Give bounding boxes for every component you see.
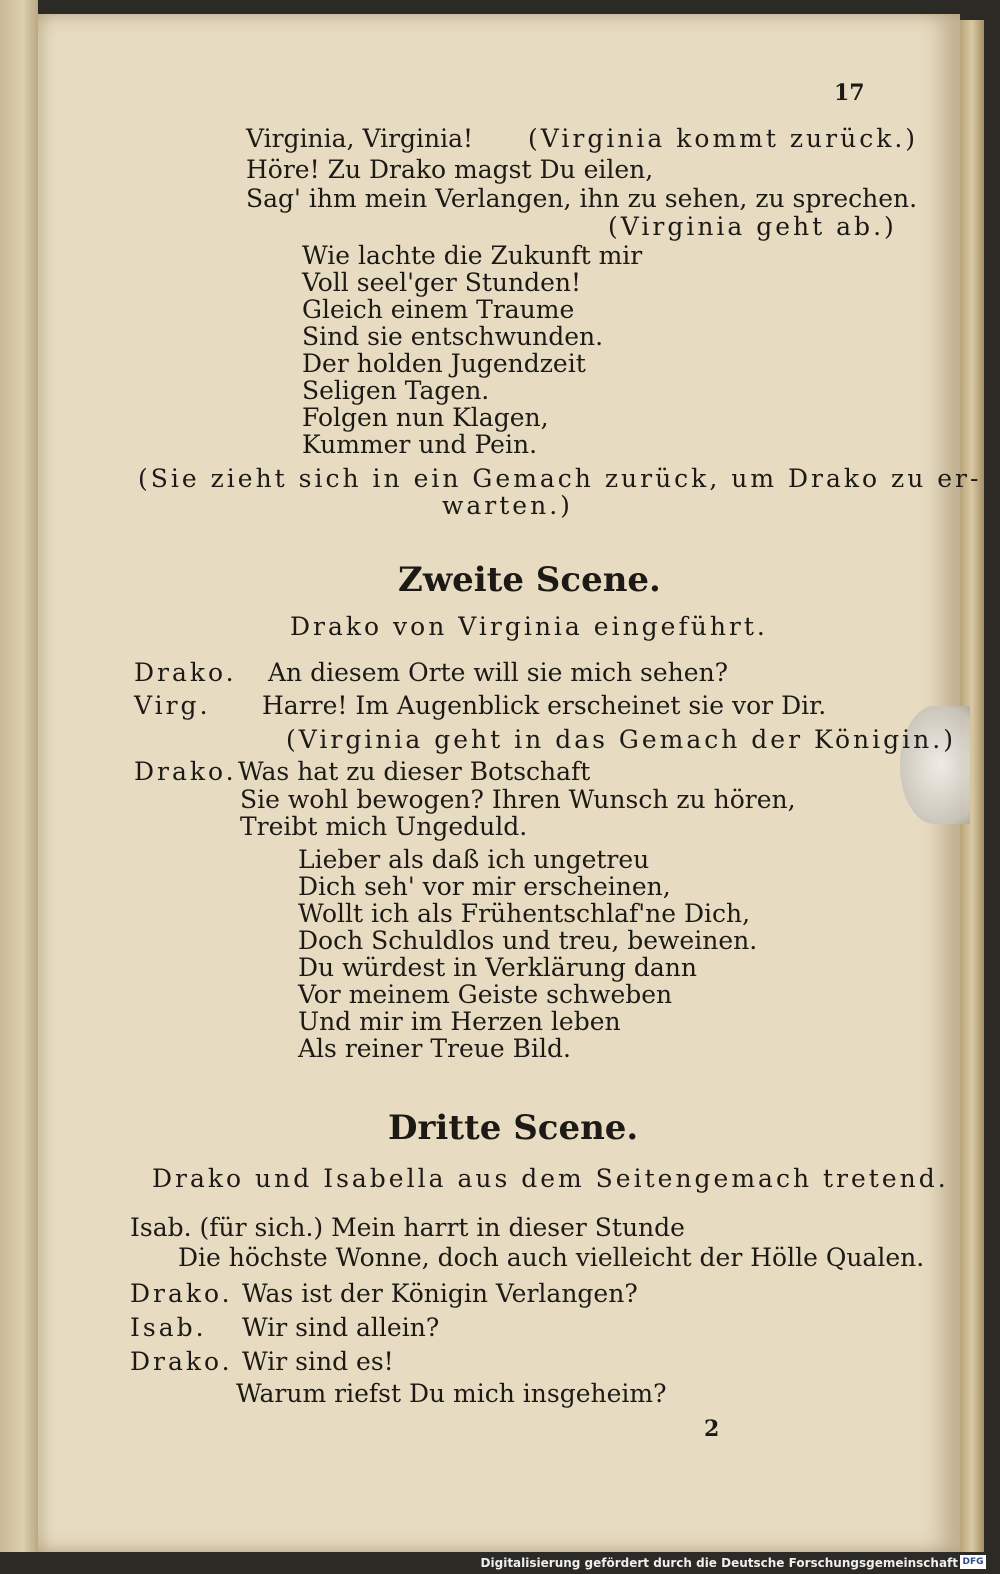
- text-line: Wir sind allein?: [242, 1313, 440, 1342]
- text-line: Sag' ihm mein Verlangen, ihn zu sehen, zu sprechen.: [246, 184, 918, 213]
- text-line: Als reiner Treue Bild.: [298, 1034, 571, 1063]
- text-line: Doch Schuldlos und treu, beweinen.: [298, 926, 758, 955]
- text-line: Die höchste Wonne, doch auch vielleicht der Hölle Qualen.: [178, 1243, 925, 1272]
- text-line: Treibt mich Ungeduld.: [240, 812, 528, 841]
- text-line: Drako.: [130, 1279, 233, 1308]
- text-line: Wollt ich als Frühentschlaf'ne Dich,: [298, 899, 751, 928]
- text-line: Dich seh' vor mir erscheinen,: [298, 872, 671, 901]
- text-line: Virginia, Virginia!: [246, 124, 474, 153]
- text-line: Was ist der Königin Verlangen?: [242, 1279, 638, 1308]
- text-line: (Sie zieht sich in ein Gemach zurück, um Drako zu er-: [138, 464, 982, 493]
- text-line: Harre! Im Augenblick erscheinet sie vor Dir.: [262, 691, 827, 720]
- text-line: Und mir im Herzen leben: [298, 1007, 621, 1036]
- text-line: Kummer und Pein.: [302, 430, 538, 459]
- text-line: Sind sie entschwunden.: [302, 322, 604, 351]
- text-line: Voll seel'ger Stunden!: [302, 268, 582, 297]
- text-line: warten.): [442, 491, 573, 520]
- text-line: Isab.: [130, 1313, 207, 1342]
- signature-number: 2: [704, 1416, 720, 1442]
- text-line: Drako von Virginia eingeführt.: [290, 612, 768, 641]
- text-line: Vor meinem Geiste schweben: [298, 980, 673, 1009]
- text-line: Drako.: [130, 1347, 233, 1376]
- page-number: 17: [834, 80, 865, 106]
- scene-heading: Dritte Scene.: [388, 1108, 639, 1148]
- footer-credit: Digitalisierung gefördert durch die Deutsche Forschungsgemeinschaft: [480, 1556, 958, 1570]
- text-line: Du würdest in Verklärung dann: [298, 953, 697, 982]
- text-line: Isab. (für sich.) Mein harrt in dieser Stunde: [130, 1213, 685, 1242]
- page-clip: [900, 706, 970, 824]
- text-line: (Virginia geht ab.): [608, 212, 897, 241]
- text-line: Drako und Isabella aus dem Seitengemach tretend.: [152, 1164, 949, 1193]
- text-line: An diesem Orte will sie mich sehen?: [268, 658, 729, 687]
- text-line: (Virginia geht in das Gemach der Königin.): [286, 725, 956, 754]
- text-line: Wie lachte die Zukunft mir: [302, 241, 643, 270]
- dfg-logo: DFG: [960, 1555, 986, 1569]
- text-line: Drako.: [134, 658, 237, 687]
- text-line: Seligen Tagen.: [302, 376, 490, 405]
- text-line: Gleich einem Traume: [302, 295, 575, 324]
- scene-heading: Zweite Scene.: [398, 560, 661, 600]
- text-line: Folgen nun Klagen,: [302, 403, 549, 432]
- text-line: Höre! Zu Drako magst Du eilen,: [246, 155, 654, 184]
- text-line: Warum riefst Du mich insgeheim?: [236, 1379, 667, 1408]
- text-line: Sie wohl bewogen? Ihren Wunsch zu hören,: [240, 785, 796, 814]
- text-line: Der holden Jugendzeit: [302, 349, 586, 378]
- text-line: Wir sind es!: [242, 1347, 394, 1376]
- text-line: Drako.: [134, 757, 237, 786]
- text-line: (Virginia kommt zurück.): [528, 124, 919, 153]
- text-line: Virg.: [134, 691, 211, 720]
- left-page-edge: [0, 0, 38, 1552]
- text-line: Was hat zu dieser Botschaft: [238, 757, 591, 786]
- text-line: Lieber als daß ich ungetreu: [298, 845, 650, 874]
